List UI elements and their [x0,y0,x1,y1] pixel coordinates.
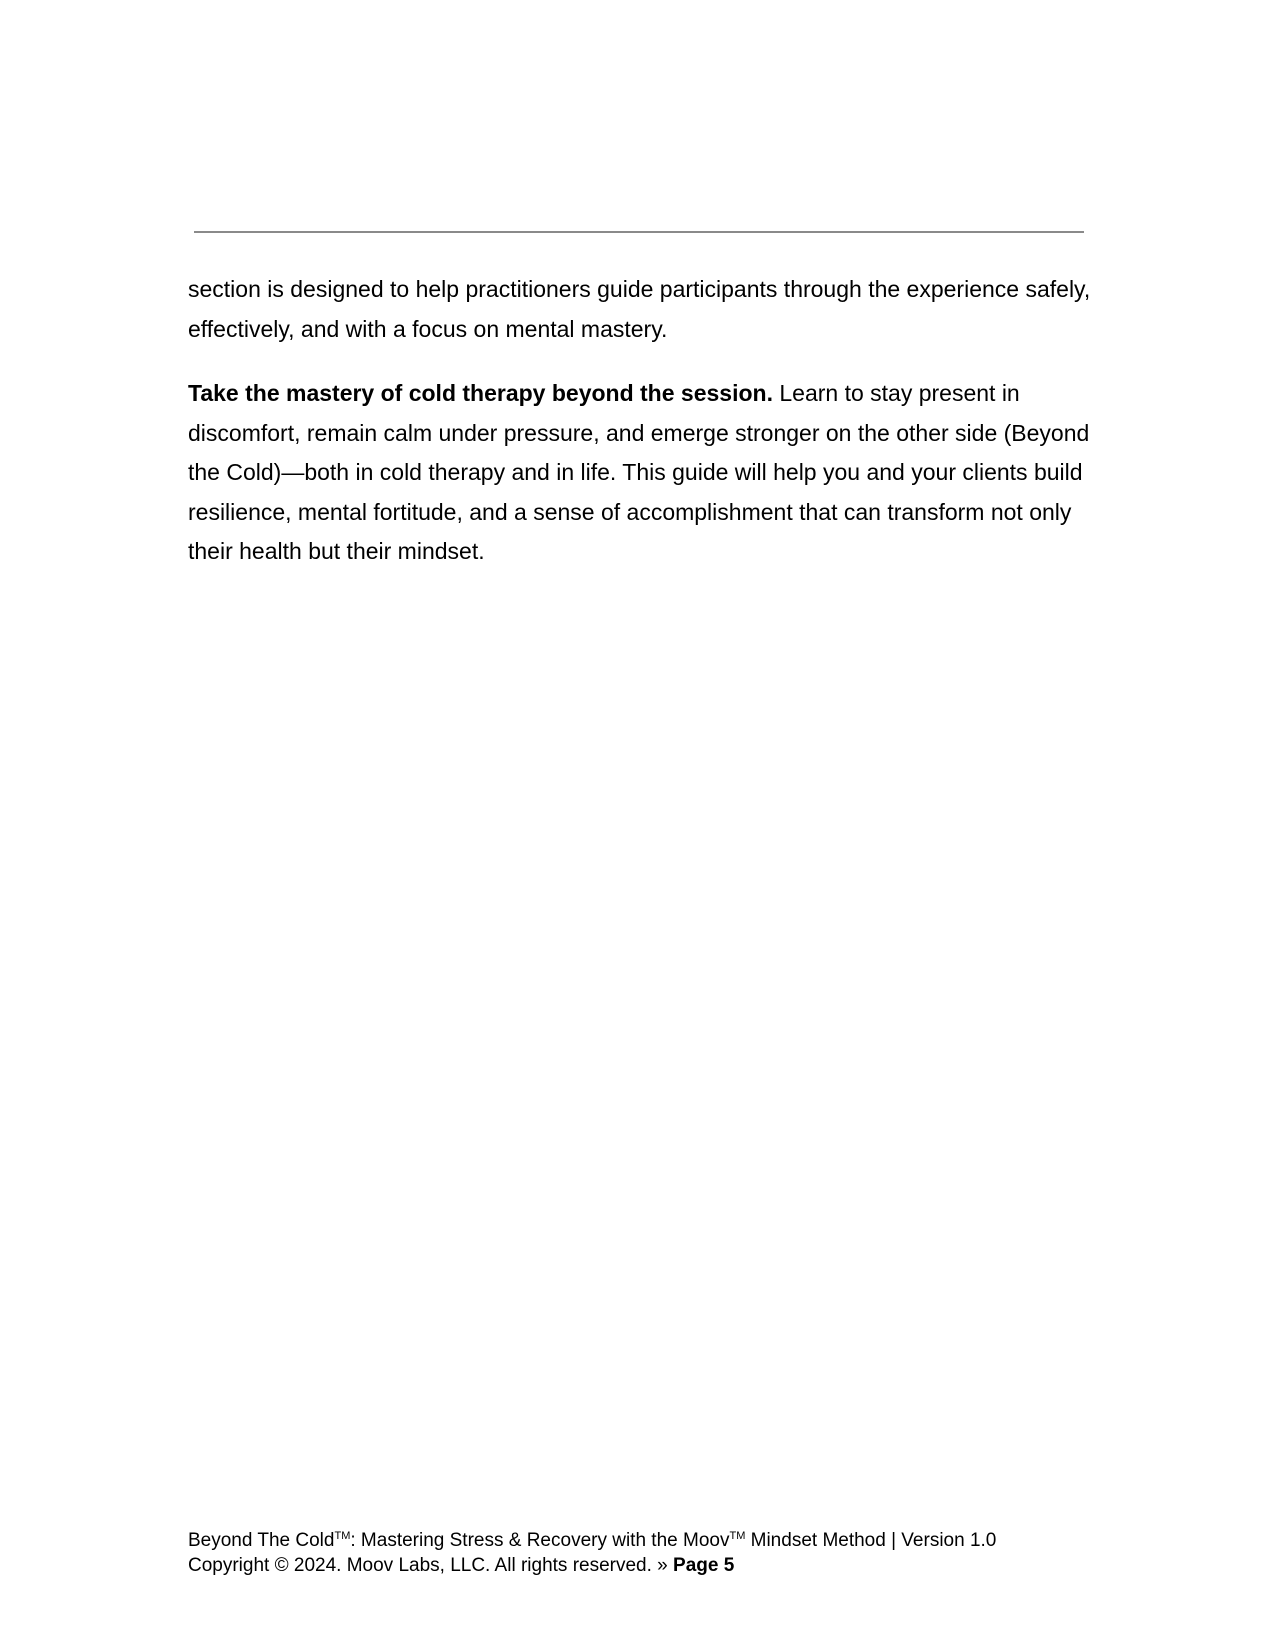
footer-title-line [188,1528,1088,1553]
header-divider [194,231,1084,233]
paragraph-beyond-session [188,374,1098,572]
footer-title-part1: Beyond The Cold [188,1530,335,1551]
paragraph-continuation: section is designed to help practitioners guide participants through the experience safely, effectively, and with a focus on mental mastery. [188,276,1091,342]
footer-title-part3: Mindset Method | Version 1.0 [745,1530,997,1551]
trademark-mark: TM [729,1530,746,1542]
body-text [188,270,1098,572]
footer-copyright: Copyright © 2024. Moov Labs, LLC. All rights reserved. » [188,1555,674,1576]
footer-title-part2: : Mastering Stress & Recovery with the Moov [350,1530,730,1551]
trademark-mark: TM [334,1530,351,1542]
paragraph-body: Learn to stay present in discomfort, remain calm under pressure, and emerge stronger on the other side (Beyond the Cold)—both in cold therapy and in life. This guide will help you and your clients build resilience, mental fortitude, and a sense of accomplishment that can transform not only their health but their mindset. [188,380,1090,564]
paragraph-lead-in: Take the mastery of cold therapy beyond the session. [188,380,773,406]
page-footer [188,1528,1088,1578]
page-number: Page 5 [673,1555,735,1576]
footer-copyright-line [188,1553,1088,1578]
